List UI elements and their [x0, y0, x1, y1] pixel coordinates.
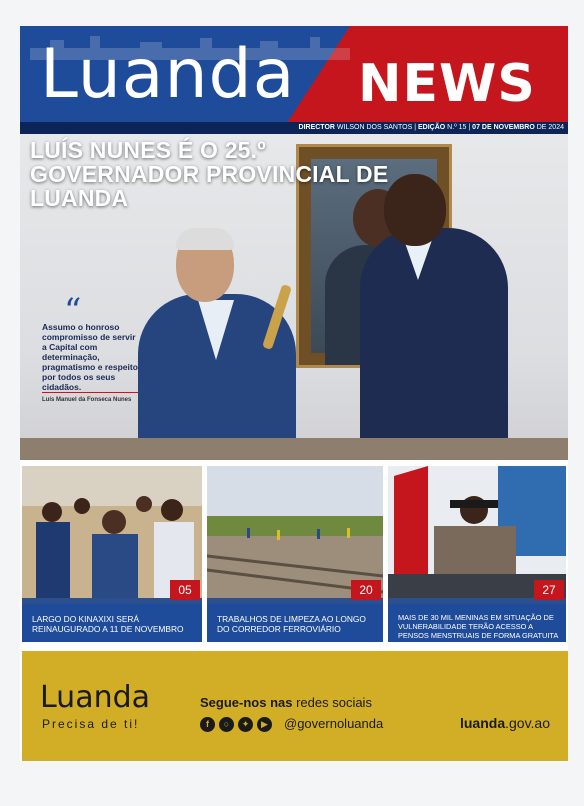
follow-rest: redes sociais	[292, 695, 372, 710]
figure-right-body	[360, 228, 508, 460]
newspaper-cover	[20, 26, 568, 761]
follow-bold: Segue-nos nas	[200, 695, 293, 710]
site-bold: luanda	[459, 715, 506, 731]
story-photo	[388, 466, 566, 598]
issue-year: DE 2024	[536, 124, 564, 131]
masthead	[20, 26, 568, 134]
footer-banner	[22, 651, 568, 761]
website-link[interactable]	[460, 715, 550, 731]
quote-divider	[42, 392, 138, 393]
edition-number: N.º 15	[447, 124, 467, 131]
social-handle[interactable]: @governoluanda	[284, 716, 384, 731]
footer-tagline: Precisa de ti!	[42, 717, 140, 731]
hero-floor	[20, 438, 568, 460]
facebook-icon[interactable]: f	[200, 717, 215, 732]
follow-us-text	[200, 695, 372, 710]
footer-logo: Luanda	[40, 680, 151, 715]
page-number-badge: 27	[534, 580, 564, 600]
twitter-icon[interactable]: ✦	[238, 717, 253, 732]
hero-quote: Assumo o honroso compromisso de servir a Capital com determinação, pragmatismo e respeito por todos os seus cidadãos.	[42, 322, 138, 392]
page-number-badge: 05	[170, 580, 200, 600]
quote-icon: “	[64, 291, 82, 331]
story-headline: TRABALHOS DE LIMPEZA AO LONGO DO CORREDOR FERROVIÁRIO	[217, 614, 366, 634]
hero-story[interactable]	[20, 134, 568, 460]
masthead-info: DIRECTOR WILSON DOS SANTOS | EDIÇÃO N.º 15 | 07 DE NOVEMBRO DE 2024	[298, 124, 564, 131]
speaker-photo	[388, 466, 566, 598]
edition-label: EDIÇÃO	[417, 124, 446, 131]
railway-photo	[207, 466, 383, 598]
story-card-vulnerable-girls[interactable]	[388, 466, 566, 642]
story-card-kinaxixi[interactable]	[22, 466, 202, 642]
director-label: DIRECTOR	[298, 124, 335, 131]
crowd-photo	[22, 466, 202, 598]
logo-luanda: Luanda	[40, 35, 296, 114]
story-headline: MAIS DE 30 MIL MENINAS EM SITUAÇÃO DE VULNERABILIDADE TERÃO ACESSO A PENSOS MENSTRUAIS DE FORMA GRATUITA	[398, 613, 559, 640]
director-name: WILSON DOS SANTOS	[336, 124, 413, 131]
story-card-railway[interactable]	[207, 466, 383, 642]
story-photo	[207, 466, 383, 598]
page-number-badge: 20	[351, 580, 381, 600]
story-headline: LARGO DO KINAXIXI SERÁ REINAUGURADO A 11 DE NOVEMBRO	[32, 614, 184, 634]
site-rest: .gov.ao	[505, 715, 550, 731]
figure-left-hair	[176, 228, 234, 250]
instagram-icon[interactable]: ○	[219, 717, 234, 732]
issue-date: 07 DE NOVEMBRO	[472, 124, 535, 131]
youtube-icon[interactable]: ▶	[257, 717, 272, 732]
social-icons	[200, 716, 272, 732]
hero-headline[interactable]: LUÍS NUNES É O 25.º GOVERNADOR PROVINCIAL DE LUANDA	[30, 137, 389, 211]
logo-news: NEWS	[358, 54, 536, 114]
quote-author: Luís Manuel da Fonseca Nunes	[42, 397, 132, 403]
story-photo	[22, 466, 202, 598]
